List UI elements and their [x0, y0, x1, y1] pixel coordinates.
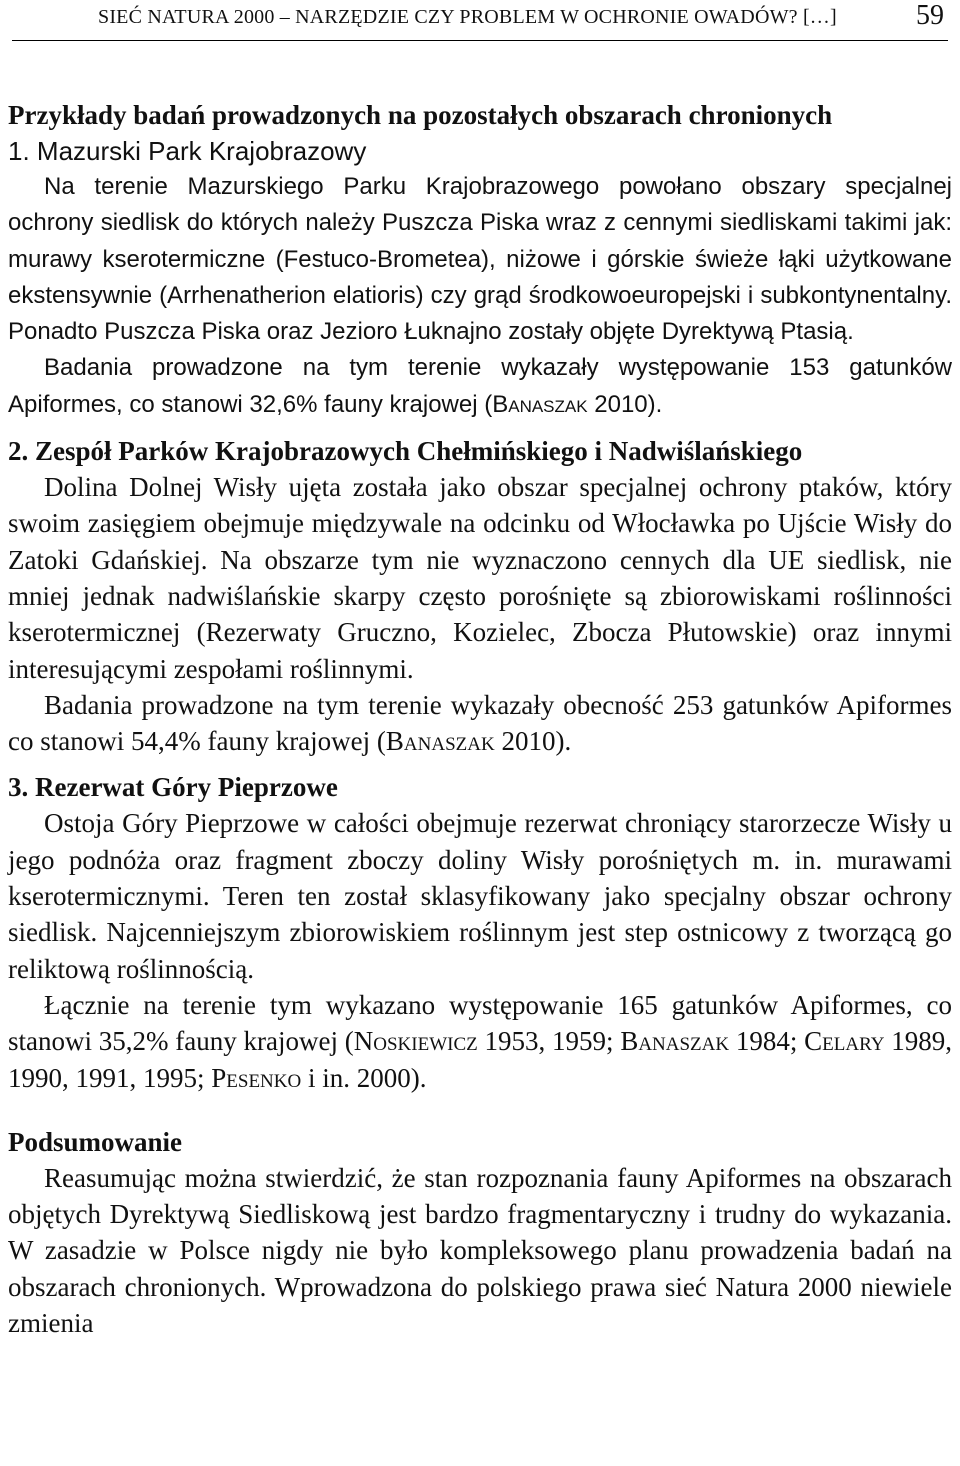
summary-paragraph: Reasumując można stwierdzić, że stan rozpoznania fauny Apiformes na obszarach objętych Dyrektywą Siedliskową jest bardzo fragmentaryczny i trudny do wykazania. W zasadzie w Polsce nigdy nie było kompleksowego planu prowadzenia badań na obszarach chronionych. Wprowadzona do polskiego prawa sieć Natura 2000 niewiele zmienia [8, 1162, 952, 1339]
text-run: 1984; [729, 1026, 805, 1057]
text-run: Łącznie na terenie tym wykazano występowanie 165 gatunków Apiformes, co stanowi 35,2% fauny krajowej ( [8, 989, 952, 1057]
citation-author: Celary [804, 1026, 885, 1057]
text-run: 1989, 1990, 1991, 1995; [8, 1026, 952, 1093]
text-run: Badania prowadzone na tym terenie wykazały występowanie 153 gatunków Apiformes, co stanowi 32,6% fauny krajowej ( [8, 354, 952, 418]
section-1-paragraph-2 [8, 350, 952, 423]
section-2-heading: 2. Zespół Parków Krajobrazowych Chełmińskiego i Nadwiślańskiego [8, 436, 803, 467]
text-run: 1953, 1959; [477, 1026, 621, 1057]
text-run: 2010). [494, 726, 572, 757]
section-3-heading: 3. Rezerwat Góry Pieprzowe [8, 772, 338, 803]
citation-author: Pesenko [211, 1062, 302, 1093]
page-number: 59 [916, 0, 944, 31]
text-run: i in. 2000). [301, 1062, 427, 1093]
section-1-heading: 1. Mazurski Park Krajobrazowy [8, 136, 367, 166]
main-heading: Przykłady badań prowadzonych na pozostałych obszarach chronionych [8, 100, 833, 130]
citation-author: Noskiewicz [353, 1026, 478, 1057]
section-2-paragraph-2 [8, 687, 952, 760]
section-3-paragraph-1: Ostoja Góry Pieprzowe w całości obejmuje rezerwat chroniący starorzecze Wisły u jego podnóża oraz fragment zboczy doliny Wisły porośniętych m. in. murawami kserotermicznymi. Teren ten został sklasyfikowany jako specjalny obszar ochrony siedlisk. Najcenniejszym zbiorowiskiem roślinnym jest step ostnicowy z tworzącą go reliktową roślinnością. [8, 808, 952, 984]
citation-author: Banaszak [620, 1026, 730, 1057]
running-title: SIEĆ NATURA 2000 – NARZĘDZIE CZY PROBLEM W OCHRONIE OWADÓW? […] [98, 6, 837, 28]
section-3-paragraph-2 [8, 987, 952, 1096]
citation-author: Banaszak [492, 390, 588, 418]
citation-author: Banaszak [385, 726, 495, 757]
text-run: 2010). [587, 390, 663, 418]
section-2-paragraph-1: Dolina Dolnej Wisły ujęta została jako obszar specjalnej ochrony ptaków, który swoim zasięgiem obejmuje międzywale na odcinku od Włocławka po Ujście Wisły do Zatoki Gdańskiej. Na obszarze tym nie wyznaczono cennych dla UE siedlisk, nie mniej jednak nadwiślańskie skarpy często porośnięte są zbiorowiskami roślinności kserotermicznej (Rezerwaty Gruczno, Kozielec, Zbocza Płutowskie) oraz innymi interesującymi zespołami roślinnymi. [8, 472, 952, 684]
text-run: Badania prowadzone na tym terenie wykazały obecność 253 gatunków Apiformes co stanowi 54,4% fauny krajowej ( [8, 689, 952, 757]
running-header [12, 0, 948, 41]
summary-heading: Podsumowanie [8, 1126, 183, 1157]
section-1-paragraph-1: Na terenie Mazurskiego Parku Krajobrazowego powołano obszary specjalnej ochrony siedlisk do których należy Puszcza Piska wraz z cennymi siedliskami takimi jak: murawy kserotermiczne (Festuco-Brometea), niżowe i górskie świeże łąki użytkowane ekstensywnie (Arrhenatherion elatioris) czy grąd środkowoeuropejski i subkontynentalny. Ponadto Puszcza Piska oraz Jezioro Łuknajno zostały objęte Dyrektywą Ptasią. [8, 173, 952, 346]
